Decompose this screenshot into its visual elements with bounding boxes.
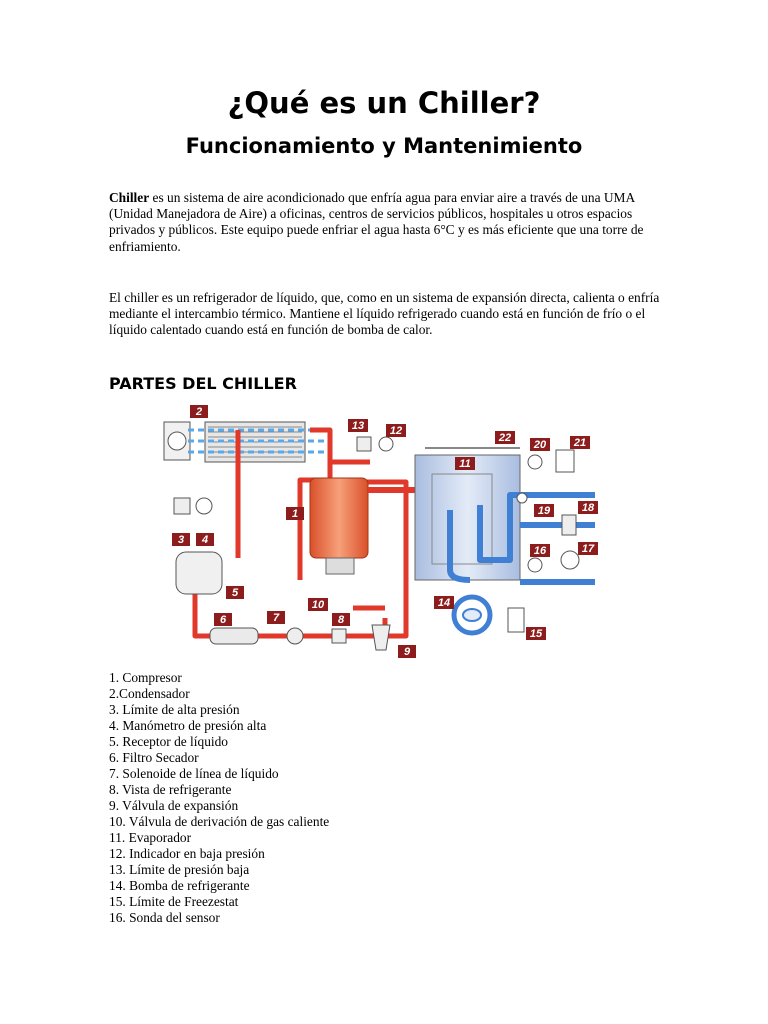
diagram-label-15 [526, 627, 546, 640]
diagram-label-22 [495, 431, 515, 444]
diagram-label-6 [214, 613, 232, 626]
valve-18 [562, 515, 576, 535]
list-item: 5. Receptor de líquido [109, 734, 228, 749]
diagram-label-21 [570, 436, 590, 449]
parts-list [109, 670, 329, 926]
svg-text:7: 7 [272, 612, 280, 624]
expansion-valve [372, 625, 390, 650]
svg-text:13: 13 [351, 420, 365, 432]
svg-text:2: 2 [195, 406, 203, 418]
intro-text: es un sistema de aire acondicionado que enfría agua para enviar aire a través de una UMA (Unidad Manejadora de Aire) a oficinas, centros de servicios públicos, hospitales u otros espacios privados y públicos. Este equipo puede enfriar el agua hasta 6°C y es más eficiente que una torre de enfriamiento. [109, 190, 644, 254]
diagram-label-11 [455, 457, 475, 470]
svg-text:14: 14 [437, 597, 451, 609]
diagram-label-2 [190, 405, 208, 418]
svg-text:8: 8 [337, 614, 345, 626]
page-subtitle: Funcionamiento y Mantenimiento [185, 134, 583, 158]
svg-text:18: 18 [581, 502, 595, 514]
diagram-label-17 [578, 542, 598, 555]
svg-text:3: 3 [177, 534, 185, 546]
svg-text:1: 1 [291, 508, 299, 520]
svg-text:20: 20 [533, 439, 547, 451]
section-title: PARTES DEL CHILLER [109, 374, 297, 393]
solenoid-valve [287, 628, 303, 644]
diagram-label-9 [398, 645, 416, 658]
list-item: 10. Válvula de derivación de gas caliente [109, 814, 330, 829]
refrigerant-pump [454, 597, 490, 633]
svg-text:12: 12 [389, 425, 403, 437]
svg-text:6: 6 [219, 614, 227, 626]
svg-text:19: 19 [537, 505, 551, 517]
filter-dryer [210, 628, 258, 644]
list-item: 4. Manómetro de presión alta [109, 718, 267, 733]
diagram-label-10 [308, 598, 328, 611]
valve-19 [517, 493, 527, 503]
diagram-label-8 [332, 613, 350, 626]
sensor-probe [528, 558, 542, 572]
high-pressure-switch [174, 498, 190, 514]
intro-lead-term: Chiller [109, 190, 150, 205]
list-item: 13. Límite de presión baja [109, 862, 250, 877]
svg-text:21: 21 [573, 437, 587, 449]
svg-text:11: 11 [459, 458, 471, 470]
list-item: 3. Límite de alta presión [109, 702, 240, 717]
diagram-label-20 [530, 438, 550, 451]
diagram-label-13 [348, 419, 368, 432]
page-title: ¿Qué es un Chiller? [227, 86, 541, 120]
list-item: 6. Filtro Secador [109, 750, 199, 765]
diagram-label-14 [434, 596, 454, 609]
high-pressure-gauge [196, 498, 212, 514]
svg-text:5: 5 [231, 587, 239, 599]
list-item: 9. Válvula de expansión [109, 798, 239, 813]
diagram-label-1 [286, 507, 304, 520]
freezestat-limit [508, 608, 524, 632]
diagram-label-16 [530, 544, 550, 557]
low-pressure-gauge [379, 437, 393, 451]
list-item: 12. Indicador en baja presión [109, 846, 265, 861]
svg-text:16: 16 [533, 545, 547, 557]
sight-glass [332, 629, 346, 643]
diagram-label-7 [267, 611, 285, 624]
second-paragraph: El chiller es un refrigerador de líquido, que, como en un sistema de expansión directa, calienta o enfría mediante el intercambio térmico. Mantiene el líquido refrigerado cuando está en función de frío o el líquido calentado cuando está en función de bomba de calor. [109, 290, 660, 338]
temperature-gauge [561, 551, 579, 569]
list-item: 2.Condensador [109, 686, 190, 701]
diagram-label-5 [226, 586, 244, 599]
diagram-label-4 [196, 533, 214, 546]
diagram-label-12 [386, 424, 406, 437]
flow-switch [528, 455, 542, 469]
list-item: 1. Compresor [109, 670, 182, 685]
list-item: 8. Vista de refrigerante [109, 782, 232, 797]
diagram-label-18 [578, 501, 598, 514]
list-item: 14. Bomba de refrigerante [109, 878, 250, 893]
diagram-label-3 [172, 533, 190, 546]
svg-text:9: 9 [403, 646, 411, 658]
liquid-receiver [176, 552, 222, 594]
list-item: 11. Evaporador [109, 830, 192, 845]
intro-paragraph [109, 190, 669, 255]
control-box [556, 450, 574, 472]
list-item: 7. Solenoide de línea de líquido [109, 766, 279, 781]
chiller-parts-diagram [150, 400, 610, 665]
svg-text:22: 22 [498, 432, 512, 444]
svg-text:4: 4 [201, 534, 209, 546]
list-item: 15. Límite de Freezestat [109, 894, 239, 909]
list-item: 16. Sonda del sensor [109, 910, 220, 925]
svg-text:17: 17 [581, 543, 595, 555]
diagram-label-19 [534, 504, 554, 517]
svg-text:10: 10 [311, 599, 325, 611]
svg-text:15: 15 [529, 628, 543, 640]
compressor [310, 478, 368, 574]
low-pressure-switch [357, 437, 371, 451]
